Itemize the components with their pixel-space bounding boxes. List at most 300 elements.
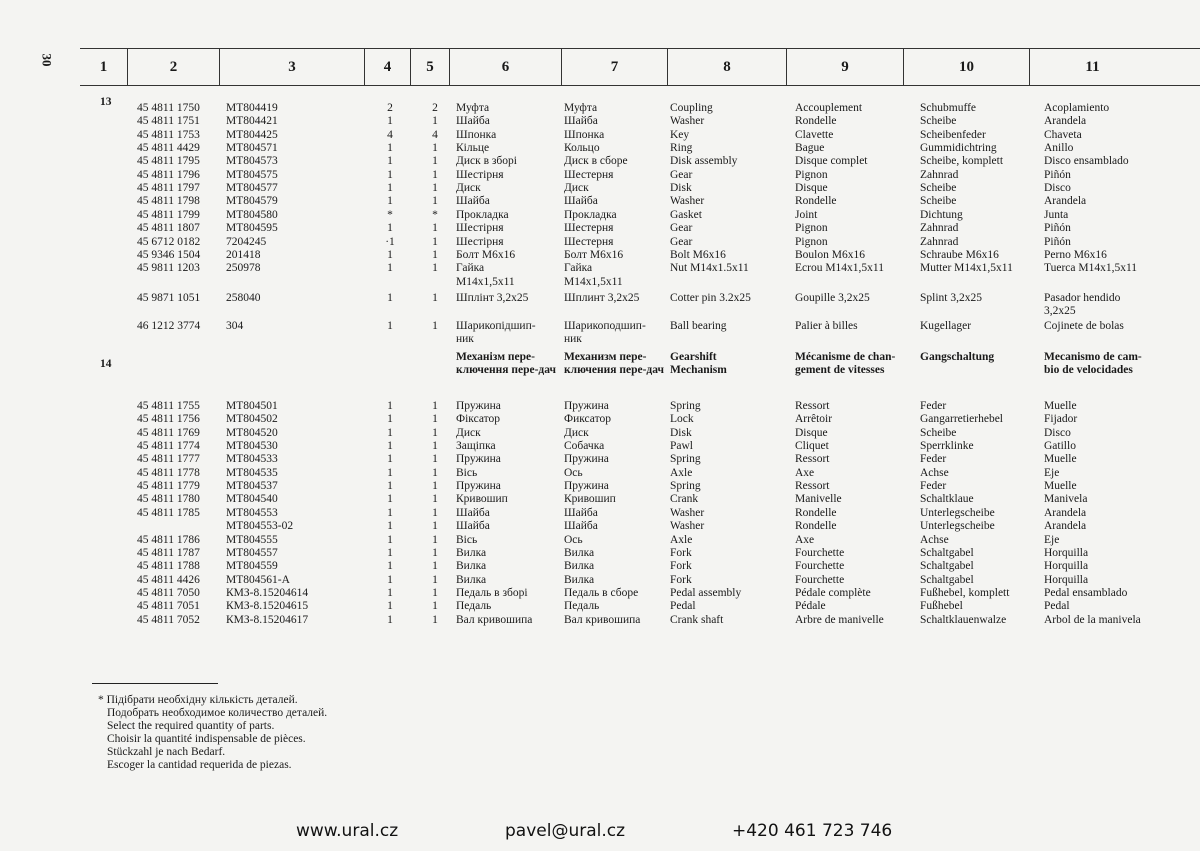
- column-header-1: 1: [99, 59, 108, 75]
- cell-c3: MT804561-A: [226, 573, 290, 586]
- cell-c4: 1: [387, 426, 393, 439]
- cell-c5: 1: [432, 560, 438, 573]
- cell-c6: Шестірня: [456, 168, 504, 181]
- cell-c5: 1: [432, 546, 438, 559]
- cell-c3: MT804501: [226, 400, 278, 412]
- cell-c6: Диск: [456, 182, 481, 195]
- cell-c2: 45 4811 1795: [137, 155, 200, 168]
- cell-c10: Schaltklaue: [920, 493, 974, 506]
- cell-c2: 45 6712 0182: [137, 235, 201, 248]
- cell-c2: 45 4811 7050: [137, 586, 200, 599]
- cell-c11: Disco ensamblado: [1044, 155, 1129, 168]
- cell-c3: MT804571: [226, 142, 278, 155]
- cell-c6: Пружина: [456, 480, 501, 493]
- cell-c3: MT804520: [226, 426, 278, 439]
- cell-c8: Fork: [670, 573, 692, 586]
- cell-c4: 1: [387, 248, 393, 261]
- cell-c11: Tuerca M14x1,5x11: [1044, 262, 1138, 275]
- cell-c7: Шайба: [564, 195, 598, 208]
- cell-c8: Fork: [670, 546, 692, 559]
- cell-c6: Муфта: [456, 102, 490, 114]
- cell-c5: 1: [432, 600, 438, 613]
- cell-c3: 258040: [226, 291, 261, 304]
- cell-c11: Pedal ensamblado: [1044, 586, 1128, 599]
- column-header-3: 3: [219, 49, 364, 85]
- cell-c5: 1: [432, 453, 438, 466]
- cell-c5: 1: [432, 440, 438, 453]
- cell-c2: 45 4811 1807: [137, 222, 200, 235]
- cell-c7: Ось: [564, 466, 583, 479]
- cell-c11: Muelle: [1044, 453, 1077, 466]
- cell-c10: Splint 3,2x25: [920, 291, 982, 304]
- cell-c2: 45 4811 1799: [137, 208, 200, 221]
- cell-c2: 45 4811 4426: [137, 573, 200, 586]
- cell-c8: Bolt M6x16: [670, 248, 726, 261]
- cell-c6: Диск в зборі: [456, 155, 517, 168]
- cell-c6: ник: [456, 332, 474, 345]
- column-header-4: 4: [364, 49, 410, 85]
- cell-c11: Piñón: [1044, 168, 1071, 181]
- cell-c3: MT804555: [226, 533, 278, 546]
- cell-c7: Пружина: [564, 453, 609, 466]
- footnote-line: Select the required quantity of parts.: [107, 720, 275, 732]
- cell-c8: Pedal assembly: [670, 586, 742, 599]
- cell-c7: Собачка: [564, 440, 605, 453]
- cell-c10: Feder: [920, 480, 947, 493]
- cell-c2: 45 4811 1751: [137, 115, 200, 128]
- cell-c5: 1: [432, 533, 438, 546]
- cell-c3: MT804425: [226, 128, 278, 141]
- cell-c2: 45 4811 1785: [137, 506, 200, 519]
- cell-c9: Fourchette: [795, 560, 845, 573]
- cell-c8: Washer: [670, 506, 705, 519]
- cell-c4: 1: [387, 466, 393, 479]
- cell-c2: 45 4811 1756: [137, 413, 200, 426]
- cell-c5: 1: [432, 400, 438, 412]
- cell-c10: Scheibe: [920, 115, 957, 128]
- cell-c7: Педаль: [564, 600, 600, 613]
- cell-c9: Goupille 3,2x25: [795, 291, 870, 304]
- cell-c6: Кільце: [456, 142, 490, 155]
- cell-c2: 46 1212 3774: [137, 319, 201, 332]
- cell-c3: MT804553: [226, 506, 278, 519]
- cell-c9: Pédale complète: [795, 586, 871, 599]
- cell-c6: Вісь: [456, 533, 478, 546]
- cell-c7: Диск в сборе: [564, 155, 628, 168]
- cell-c4: 4: [387, 128, 393, 141]
- cell-c7: Муфта: [564, 102, 598, 114]
- cell-c11: Anillo: [1044, 142, 1074, 155]
- cell-c4: 1: [387, 453, 393, 466]
- cell-c6: M14x1,5x11: [456, 275, 515, 288]
- group-number: 13: [100, 96, 112, 108]
- cell-c9: Fourchette: [795, 573, 845, 586]
- cell-c2: 45 4811 7051: [137, 600, 200, 613]
- cell-c7: Кривошип: [564, 493, 616, 506]
- cell-c8: Washer: [670, 115, 705, 128]
- cell-c11: Muelle: [1044, 400, 1077, 412]
- cell-c4: 1: [387, 413, 393, 426]
- cell-c8: Crank: [670, 493, 699, 506]
- cell-c6: Вал кривошипа: [456, 613, 533, 626]
- cell-c11: Cojinete de bolas: [1044, 319, 1124, 332]
- cell-c5: 1: [432, 182, 438, 195]
- cell-c8: Washer: [670, 520, 705, 533]
- cell-c3: MT804575: [226, 168, 278, 181]
- footnote-line: Stückzahl je nach Bedarf.: [107, 746, 226, 758]
- group-number: 14: [100, 358, 112, 370]
- cell-c8: Axle: [670, 466, 693, 479]
- cell-c8: Gear: [670, 235, 693, 248]
- cell-c6: Прокладка: [456, 208, 509, 221]
- section-heading-c9: Mécanisme de chan-gement de vitesses: [795, 351, 896, 376]
- cell-c5: *: [432, 208, 438, 221]
- column-header-8: 8: [667, 49, 786, 85]
- cell-c5: 1: [432, 168, 438, 181]
- cell-c5: 1: [432, 586, 438, 599]
- footnote-divider: [92, 683, 218, 684]
- cell-c9: Manivelle: [795, 493, 842, 506]
- column-header-6: 6: [449, 49, 561, 85]
- cell-c4: 1: [387, 586, 393, 599]
- cell-c11: Arandela: [1044, 520, 1087, 533]
- footnote-line: Choisir la quantité indispensable de pièces.: [107, 733, 306, 745]
- cell-c3: MT804502: [226, 413, 278, 426]
- cell-c4: 1: [387, 168, 393, 181]
- cell-c10: Achse: [920, 466, 949, 479]
- cell-c6: Вилка: [456, 546, 487, 559]
- cell-c10: Zahnrad: [920, 235, 959, 248]
- cell-c4: 1: [387, 573, 393, 586]
- cell-c11: Manivela: [1044, 493, 1088, 506]
- cell-c7: Шпонка: [564, 128, 605, 141]
- cell-c5: 1: [432, 235, 438, 248]
- cell-c8: Spring: [670, 480, 701, 493]
- cell-c4: 1: [387, 155, 393, 168]
- cell-c10: Scheibenfeder: [920, 128, 986, 141]
- cell-c3: КМЗ-8.15204614: [226, 586, 309, 599]
- cell-c9: Ressort: [795, 480, 830, 493]
- cell-c11: Arbol de la manivela: [1044, 613, 1141, 626]
- cell-c9: Cliquet: [795, 440, 829, 453]
- cell-c9: Rondelle: [795, 506, 837, 519]
- cell-c6: Вісь: [456, 466, 478, 479]
- cell-c2: 45 4811 1753: [137, 128, 200, 141]
- cell-c8: Disk assembly: [670, 155, 738, 168]
- cell-c3: MT804595: [226, 222, 278, 235]
- cell-c6: Шайба: [456, 115, 490, 128]
- cell-c9: Pignon: [795, 235, 828, 248]
- cell-c3: 201418: [226, 248, 261, 261]
- cell-c2: 45 4811 1778: [137, 466, 200, 479]
- phone-number: +420 461 723 746: [732, 821, 893, 841]
- page-number: 30: [39, 53, 55, 67]
- cell-c5: 1: [432, 466, 438, 479]
- cell-c3: MT804537: [226, 480, 278, 493]
- cell-c2: 45 4811 1779: [137, 480, 200, 493]
- cell-c2: 45 9346 1504: [137, 248, 201, 261]
- cell-c10: Gangarretierhebel: [920, 413, 1004, 426]
- cell-c4: 1: [387, 546, 393, 559]
- cell-c8: Ball bearing: [670, 319, 727, 332]
- cell-c8: Lock: [670, 413, 694, 426]
- cell-c8: Washer: [670, 195, 705, 208]
- cell-c5: 1: [432, 506, 438, 519]
- cell-c3: MT804535: [226, 466, 278, 479]
- cell-c10: Feder: [920, 400, 947, 412]
- cell-c5: 1: [432, 480, 438, 493]
- cell-c11: Pasador hendido: [1044, 291, 1121, 304]
- cell-c11: Eje: [1044, 466, 1060, 479]
- cell-c5: 1: [432, 493, 438, 506]
- cell-c4: 1: [387, 115, 393, 128]
- column-header-10: 10: [903, 49, 1029, 85]
- cell-c7: Шайба: [564, 506, 598, 519]
- cell-c2: 45 4811 1788: [137, 560, 200, 573]
- section-heading-c7: Механизм пере-ключения пере-дач: [564, 351, 665, 376]
- footnote-marker: *: [98, 694, 104, 706]
- cell-c9: Disque: [795, 182, 828, 195]
- cell-c7: Шайба: [564, 520, 598, 533]
- cell-c4: 1: [387, 142, 393, 155]
- cell-c4: 1: [387, 262, 393, 275]
- cell-c7: Вилка: [564, 573, 595, 586]
- cell-c11: 3,2x25: [1044, 305, 1076, 318]
- cell-c10: Schaltgabel: [920, 573, 974, 586]
- cell-c11: Disco: [1044, 426, 1071, 439]
- cell-c9: Accouplement: [795, 102, 863, 114]
- cell-c7: M14x1,5x11: [564, 275, 623, 288]
- cell-c2: 45 4811 4429: [137, 142, 200, 155]
- cell-c2: 45 4811 1798: [137, 195, 200, 208]
- cell-c3: MT804553-02: [226, 520, 294, 533]
- cell-c10: Fußhebel, komplett: [920, 586, 1010, 599]
- cell-c7: Пружина: [564, 400, 609, 412]
- cell-c7: Болт М6х16: [564, 248, 624, 261]
- cell-c2: 45 4811 7052: [137, 613, 200, 626]
- cell-c9: Pédale: [795, 600, 826, 613]
- cell-c9: Pignon: [795, 222, 828, 235]
- section-heading-c8: Gearshift Mechanism: [670, 351, 727, 376]
- table-header: [80, 48, 1200, 86]
- cell-c9: Ressort: [795, 400, 830, 412]
- cell-c8: Crank shaft: [670, 613, 724, 626]
- cell-c6: Защіпка: [456, 440, 496, 453]
- cell-c11: Horquilla: [1044, 546, 1089, 559]
- cell-c11: Piñón: [1044, 222, 1071, 235]
- cell-c6: Педаль в зборі: [456, 586, 528, 599]
- cell-c4: 1: [387, 291, 393, 304]
- cell-c5: 1: [432, 262, 438, 275]
- cell-c10: Schaltklauenwalze: [920, 613, 1007, 626]
- cell-c11: Eje: [1044, 533, 1060, 546]
- cell-c10: Dichtung: [920, 208, 963, 221]
- cell-c10: Scheibe: [920, 426, 957, 439]
- cell-c4: 1: [387, 195, 393, 208]
- footnote: [98, 694, 327, 772]
- cell-c11: Disco: [1044, 182, 1071, 195]
- cell-c4: 2: [387, 102, 393, 114]
- cell-c2: 45 4811 1786: [137, 533, 200, 546]
- cell-c3: MT804580: [226, 208, 278, 221]
- footnote-line: * Підібрати необхідну кількість деталей.: [98, 694, 298, 706]
- cell-c4: *: [387, 208, 393, 221]
- cell-c9: Rondelle: [795, 195, 837, 208]
- cell-c10: Scheibe: [920, 195, 957, 208]
- cell-c7: Диск: [564, 426, 589, 439]
- cell-c3: MT804419: [226, 102, 278, 114]
- footnote-line: Escoger la cantidad requerida de piezas.: [107, 759, 292, 771]
- cell-c10: Unterlegscheibe: [920, 506, 995, 519]
- cell-c6: Фіксатор: [456, 413, 501, 426]
- cell-c2: 45 9871 1051: [137, 291, 201, 304]
- cell-c2: 45 4811 1777: [137, 453, 200, 466]
- cell-c5: 1: [432, 319, 438, 332]
- website-link[interactable]: www.ural.cz: [296, 821, 399, 841]
- cell-c10: Sperrklinke: [920, 440, 974, 453]
- cell-c5: 1: [432, 222, 438, 235]
- cell-c3: 304: [226, 319, 244, 332]
- cell-c7: Шестерня: [564, 222, 614, 235]
- cell-c10: Fußhebel: [920, 600, 963, 613]
- cell-c6: Шайба: [456, 506, 490, 519]
- cell-c11: Horquilla: [1044, 560, 1089, 573]
- cell-c3: MT804577: [226, 182, 278, 195]
- cell-c8: Nut M14x1.5x11: [670, 262, 749, 275]
- cell-c11: Muelle: [1044, 480, 1077, 493]
- cell-c7: Педаль в сборе: [564, 586, 639, 599]
- cell-c10: Schubmuffe: [920, 102, 977, 114]
- cell-c8: Gasket: [670, 208, 702, 221]
- cell-c4: 1: [387, 440, 393, 453]
- cell-c7: Шплинт 3,2х25: [564, 291, 640, 304]
- cell-c5: 1: [432, 413, 438, 426]
- cell-c3: КМЗ-8.15204617: [226, 613, 309, 626]
- email-link[interactable]: pavel@ural.cz: [505, 821, 626, 841]
- cell-c6: Гайка: [456, 262, 485, 275]
- cell-c3: КМЗ-8.15204615: [226, 600, 309, 613]
- cell-c5: 1: [432, 573, 438, 586]
- cell-c8: Axle: [670, 533, 693, 546]
- cell-c8: Spring: [670, 453, 701, 466]
- cell-c9: Disque complet: [795, 155, 868, 168]
- cell-c6: Шайба: [456, 195, 490, 208]
- cell-c7: Фиксатор: [564, 413, 611, 426]
- cell-c8: Pedal: [670, 600, 696, 613]
- cell-c4: 1: [387, 613, 393, 626]
- cell-c11: Acoplamiento: [1044, 102, 1110, 114]
- cell-c2: 45 4811 1787: [137, 546, 200, 559]
- cell-c4: 1: [387, 222, 393, 235]
- footnote-line: Подобрать необходимое количество деталей.: [107, 707, 328, 719]
- section-heading-c11: Mecanismo de cam-bio de velocidades: [1044, 351, 1142, 376]
- cell-c9: Fourchette: [795, 546, 845, 559]
- cell-c4: 1: [387, 520, 393, 533]
- cell-c6: Болт М6х16: [456, 248, 516, 261]
- cell-c8: Pawl: [670, 440, 693, 453]
- cell-c10: Gummidichtring: [920, 142, 997, 155]
- cell-c7: Вилка: [564, 546, 595, 559]
- cell-c9: Pignon: [795, 168, 828, 181]
- cell-c2: 45 9811 1203: [137, 262, 200, 275]
- cell-c4: 1: [387, 480, 393, 493]
- cell-c7: Пружина: [564, 480, 609, 493]
- cell-c9: Disque: [795, 426, 828, 439]
- cell-c5: 1: [432, 248, 438, 261]
- cell-c10: Schaltgabel: [920, 560, 974, 573]
- cell-c8: Disk: [670, 426, 692, 439]
- cell-c11: Chaveta: [1044, 128, 1082, 141]
- cell-c11: Arandela: [1044, 506, 1087, 519]
- cell-c11: Perno M6x16: [1044, 248, 1107, 261]
- column-header-11: 11: [1029, 49, 1155, 85]
- cell-c9: Rondelle: [795, 115, 837, 128]
- cell-c3: MT804533: [226, 453, 278, 466]
- cell-c6: Пружина: [456, 453, 501, 466]
- cell-c4: 1: [387, 400, 393, 412]
- cell-c11: Pedal: [1044, 600, 1070, 613]
- cell-c6: Вилка: [456, 573, 487, 586]
- cell-c6: Диск: [456, 426, 481, 439]
- cell-c5: 1: [432, 426, 438, 439]
- cell-c2: 45 4811 1750: [137, 102, 200, 114]
- cell-c9: Joint: [795, 208, 818, 221]
- column-header-9: 9: [786, 49, 903, 85]
- cell-c6: Шестірня: [456, 222, 504, 235]
- section-heading-c10: Gangschaltung: [920, 351, 995, 363]
- cell-c4: 1: [387, 600, 393, 613]
- cell-c5: 1: [432, 195, 438, 208]
- cell-c11: Horquilla: [1044, 573, 1089, 586]
- cell-c10: Zahnrad: [920, 222, 959, 235]
- cell-c9: Clavette: [795, 128, 834, 141]
- cell-c2: 45 4811 1769: [137, 426, 200, 439]
- cell-c11: Gatillo: [1044, 440, 1076, 453]
- cell-c10: Scheibe: [920, 182, 957, 195]
- cell-c9: Axe: [795, 466, 815, 479]
- cell-c2: 45 4811 1796: [137, 168, 200, 181]
- cell-c10: Schaltgabel: [920, 546, 974, 559]
- cell-c7: Шарикоподшип-: [564, 319, 646, 332]
- cell-c2: 45 4811 1780: [137, 493, 200, 506]
- cell-c9: Arrêtoir: [795, 413, 833, 426]
- cell-c9: Axe: [795, 533, 815, 546]
- cell-c3: 250978: [226, 262, 261, 275]
- cell-c8: Cotter pin 3.2x25: [670, 291, 751, 304]
- cell-c4: 1: [387, 493, 393, 506]
- cell-c3: MT804579: [226, 195, 278, 208]
- column-header-5: 5: [410, 49, 449, 85]
- cell-c6: Кривошип: [456, 493, 508, 506]
- cell-c7: Диск: [564, 182, 589, 195]
- cell-c6: Шплінт 3,2х25: [456, 291, 529, 304]
- cell-c3: MT804573: [226, 155, 278, 168]
- cell-c7: Шестерня: [564, 235, 614, 248]
- cell-c6: Шарикопідшип-: [456, 319, 536, 332]
- cell-c11: Fijador: [1044, 413, 1078, 426]
- cell-c5: 1: [432, 115, 438, 128]
- cell-c10: Achse: [920, 533, 949, 546]
- cell-c3: MT804540: [226, 493, 278, 506]
- cell-c10: Mutter M14x1,5x11: [920, 262, 1013, 275]
- cell-c9: Boulon M6x16: [795, 248, 865, 261]
- cell-c2: 45 4811 1797: [137, 182, 200, 195]
- cell-c7: Шестерня: [564, 168, 614, 181]
- cell-c7: Вал кривошипа: [564, 613, 641, 626]
- cell-c3: MT804557: [226, 546, 278, 559]
- cell-c11: Arandela: [1044, 195, 1087, 208]
- cell-c8: Gear: [670, 168, 693, 181]
